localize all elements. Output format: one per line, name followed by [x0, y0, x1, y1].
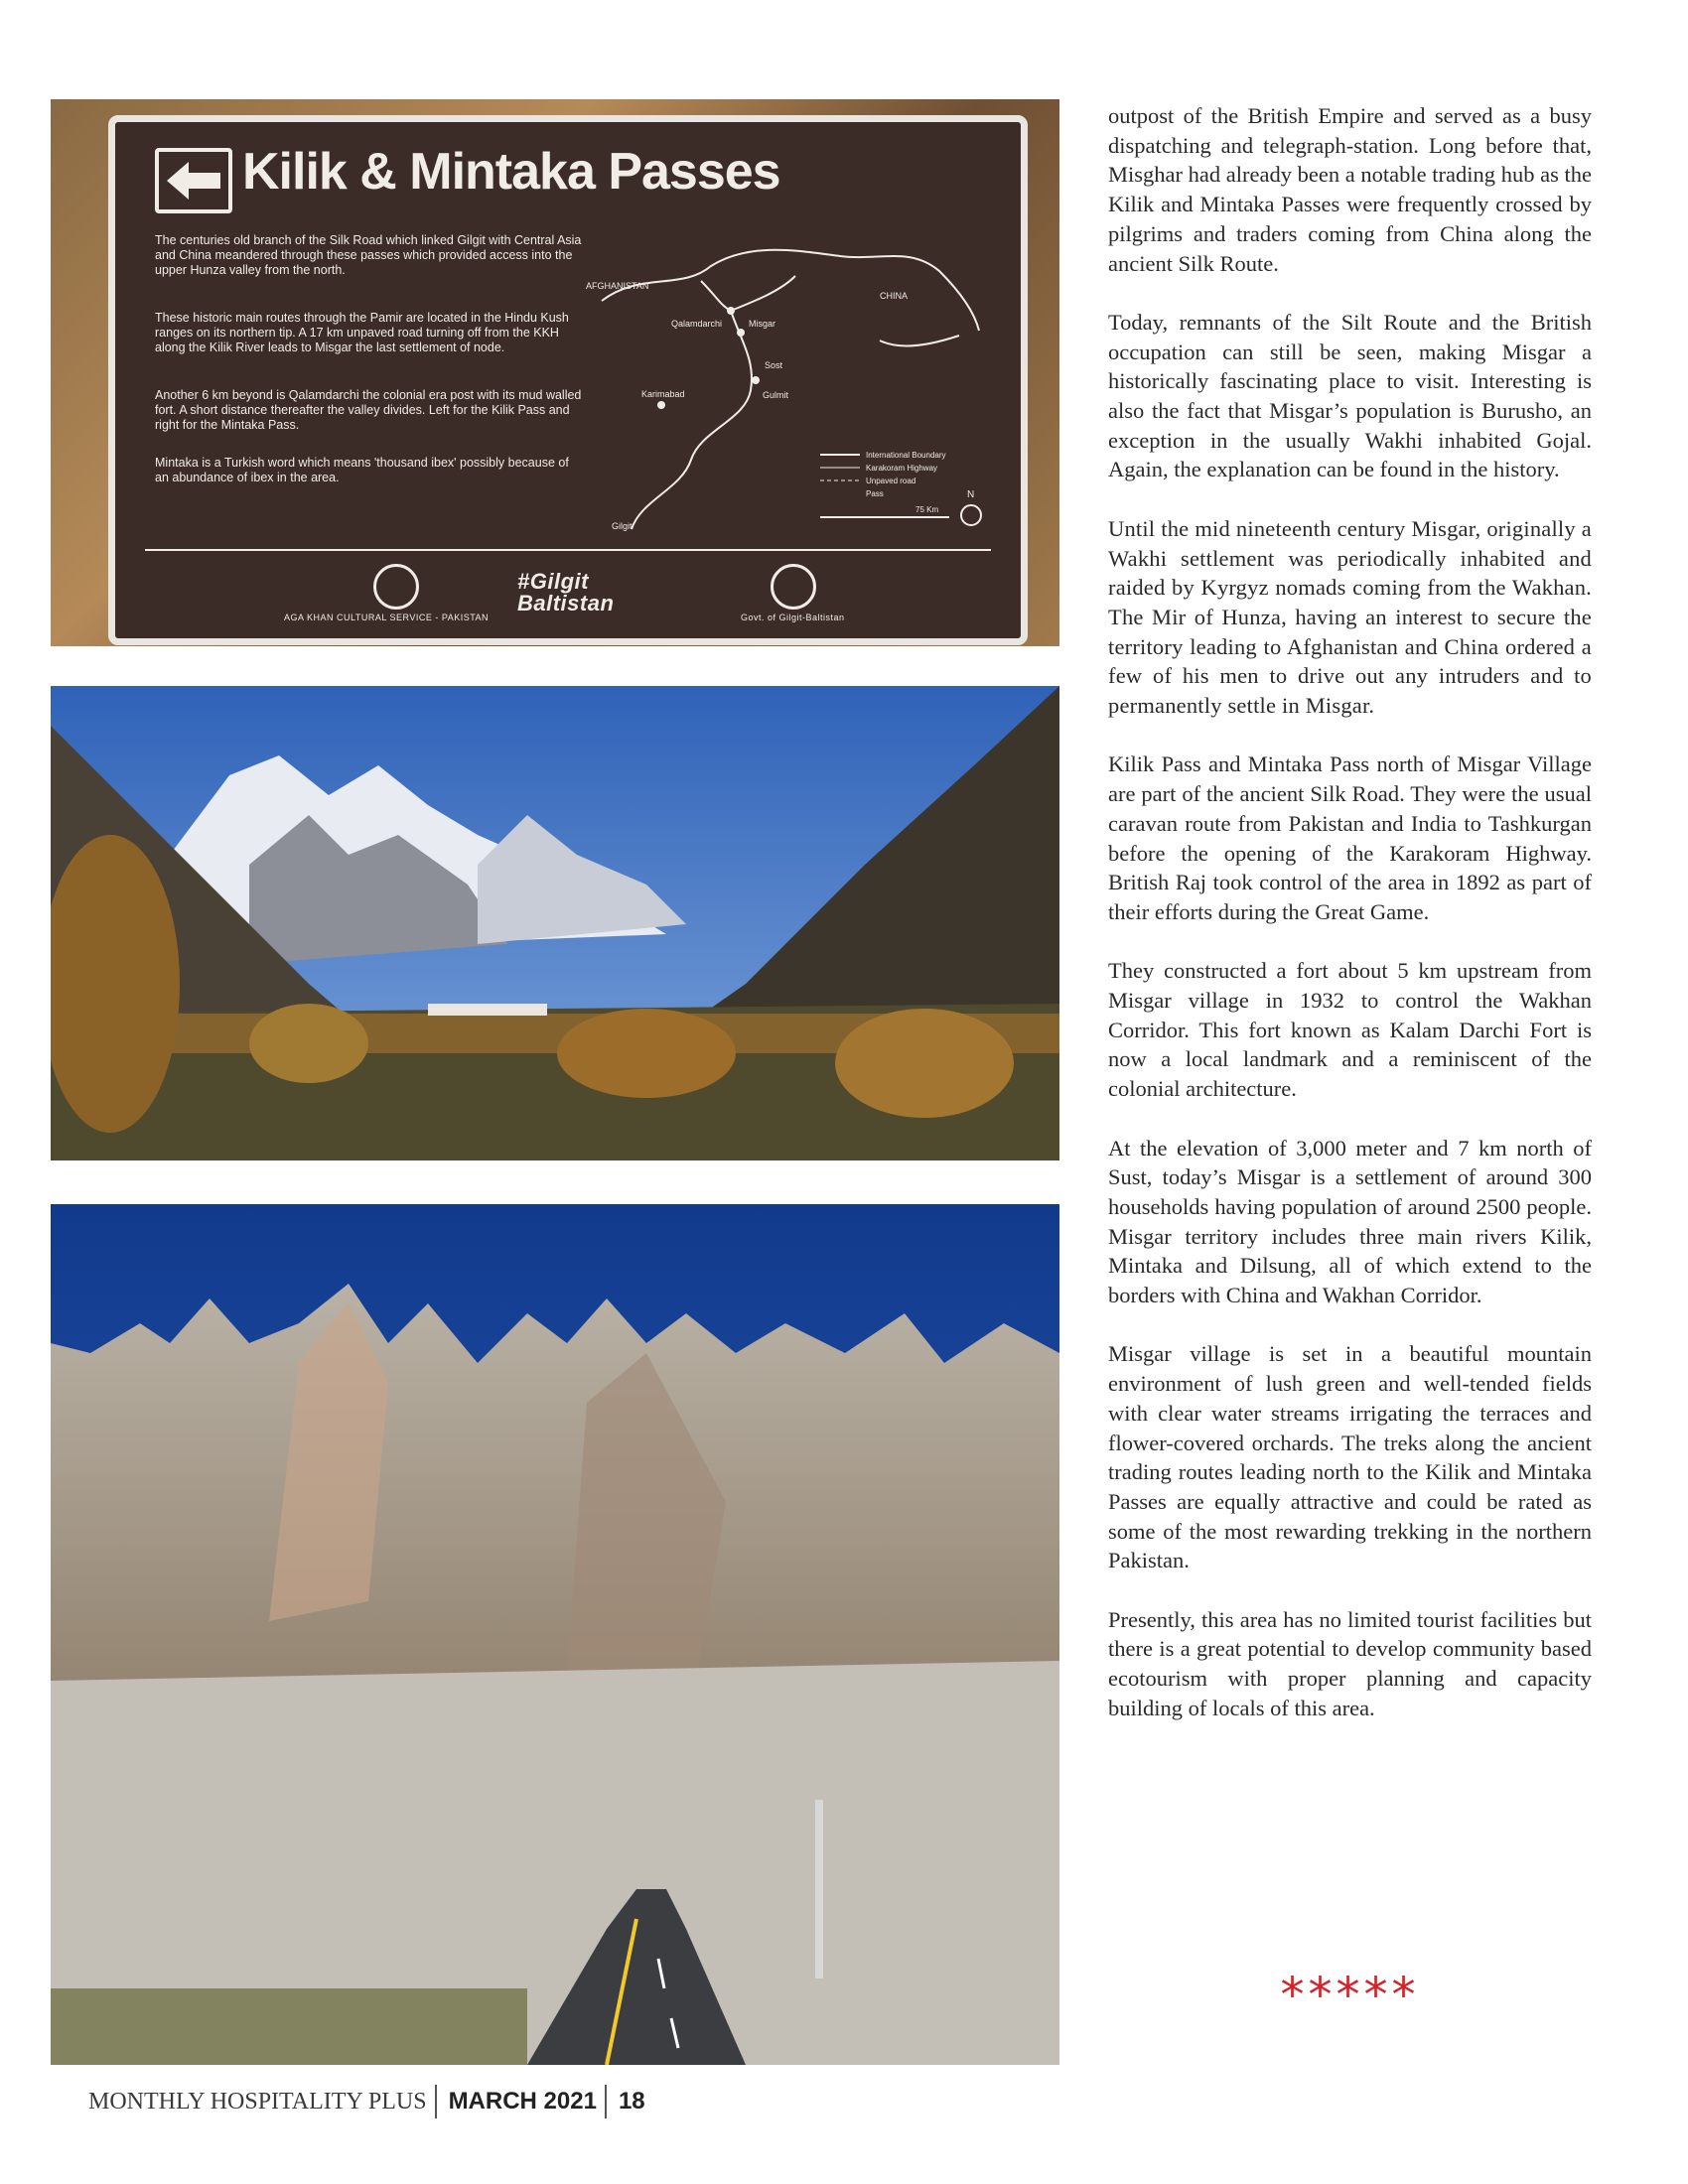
issue-date: MARCH 2021: [448, 2088, 597, 2115]
sign-paragraph: Mintaka is a Turkish word which means 'thousand ibex' possibly because of an abundance of ibex in the area.: [155, 456, 569, 484]
map-legend-item: Pass: [866, 489, 884, 498]
article-paragraph: Presently, this area has no limited tourist facilities but there is a great potential to develop community based ecotourism with proper planning and capacity building of locals of this area.: [1108, 1606, 1592, 1720]
map-label: Gulmit: [763, 390, 789, 400]
map-label: Sost: [765, 360, 783, 370]
footer-divider: [435, 2085, 437, 2118]
aga-khan-emblem-icon: [373, 564, 419, 610]
sign-board: [108, 115, 1028, 645]
passu-cones-road-photo: [51, 1204, 1059, 2065]
article-paragraph: At the elevation of 3,000 meter and 7 km north of Sust, today’s Misgar is a settlement of around 300 households having population of around 2500 people. Misgar territory includes three main rivers Kilik, Mintaka and Dilsung, all of which extend to the borders with China and Wakhan Corridor.: [1108, 1135, 1592, 1308]
article-paragraph: outpost of the British Empire and served as a busy dispatching and telegraph-station. Long before that, Misghar had already been a notable trading hub as the Kilik and Mintaka Passes were frequently crossed by pilgrims and traders coming from China along the ancient Silk Route.: [1108, 103, 1592, 276]
route-map: [582, 231, 999, 549]
sign-board-photo: [51, 99, 1059, 646]
logo-caption: Govt. of Gilgit-Baltistan: [741, 613, 845, 622]
map-label: AFGHANISTAN: [586, 281, 649, 291]
map-legend-item: Karakoram Highway: [866, 464, 938, 473]
map-label: CHINA: [880, 291, 909, 301]
sign-paragraph: The centuries old branch of the Silk Road which linked Gilgit with Central Asia and China meandered through these passes which provided access into the upper Hunza valley from the north.: [155, 233, 582, 277]
sign-divider: [145, 549, 991, 551]
north-arrow-label: N: [967, 489, 975, 500]
article-paragraph: Today, remnants of the Silt Route and the British occupation can still be seen, making Misgar a historically fascinating place to visit. Interesting is also the fact that Misgar’s population is Burusho, an exception in the usually Wakhi inhabited Gojal. Again, the explanation can be found in the history.: [1108, 309, 1592, 482]
article-paragraph: They constructed a fort about 5 km upstream from Misgar village in 1932 to control the Wakhan Corridor. This fort known as Kalam Darchi Fort is now a local landmark and a reminiscent of the colonial architecture.: [1108, 958, 1592, 1102]
article-paragraph: Misgar village is set in a beautiful mountain environment of lush green and well-tended fields with clear water streams irrigating the terraces and flower-covered orchards. The treks along the ancient trading routes leading north to the Kilik and Mintaka Passes are equally attractive and could be rated as some of the most rewarding trekking in the northern Pakistan.: [1108, 1341, 1592, 1573]
page-footer: [88, 2085, 645, 2118]
map-label: Misgar: [749, 319, 776, 329]
map-legend-item: Unpaved road: [866, 477, 916, 485]
article-end-mark: *****: [1280, 1968, 1420, 2023]
sign-title: Kilik & Mintaka Passes: [242, 143, 780, 201]
map-label: Qalamdarchi: [671, 319, 723, 329]
footer-divider: [605, 2085, 607, 2118]
article-body: [1108, 101, 1592, 1752]
mountain-valley-photo: [51, 686, 1059, 1160]
sign-paragraph: Another 6 km beyond is Qalamdarchi the colonial era post with its mud walled fort. A short distance thereafter the valley divides. Left for the Kilik Pass and right for the Mintaka Pass.: [155, 388, 582, 432]
gilgit-baltistan-logo: #Gilgit Baltistan: [517, 569, 615, 615]
map-label: Gilgit: [612, 521, 633, 531]
sign-paragraph: These historic main routes through the Pamir are located in the Hindu Kush ranges on its northern tip. A 17 km unpaved road turning off from the KKH along the Kilik River leads to Misgar the last settlement of node.: [155, 311, 569, 354]
government-crest-icon: [771, 564, 816, 610]
left-arrow-icon: [155, 148, 232, 213]
logo-caption: AGA KHAN CULTURAL SERVICE - PAKISTAN: [284, 613, 490, 622]
page-number: 18: [618, 2088, 645, 2115]
article-paragraph: Until the mid nineteenth century Misgar, originally a Wakhi settlement was periodically inhabited and raided by Kyrgyz nomads coming from the Wakhan. The Mir of Hunza, having an interest to secure the territory leading to Afghanistan and China ordered a few of his men to drive out any intruders and to permanently settle in Misgar.: [1108, 515, 1592, 719]
article-paragraph: Kilik Pass and Mintaka Pass north of Misgar Village are part of the ancient Silk Road. They were the usual caravan route from Pakistan and India to Tashkurgan before the opening of the Karakoram Highway. British Raj took control of the area in 1892 as part of their efforts during the Great Game.: [1108, 751, 1592, 924]
map-legend-item: International Boundary: [866, 451, 946, 460]
map-scale: 75 Km: [915, 505, 939, 514]
publication-name: MONTHLY HOSPITALITY PLUS: [88, 2088, 427, 2115]
map-label: Karimabad: [641, 389, 685, 399]
